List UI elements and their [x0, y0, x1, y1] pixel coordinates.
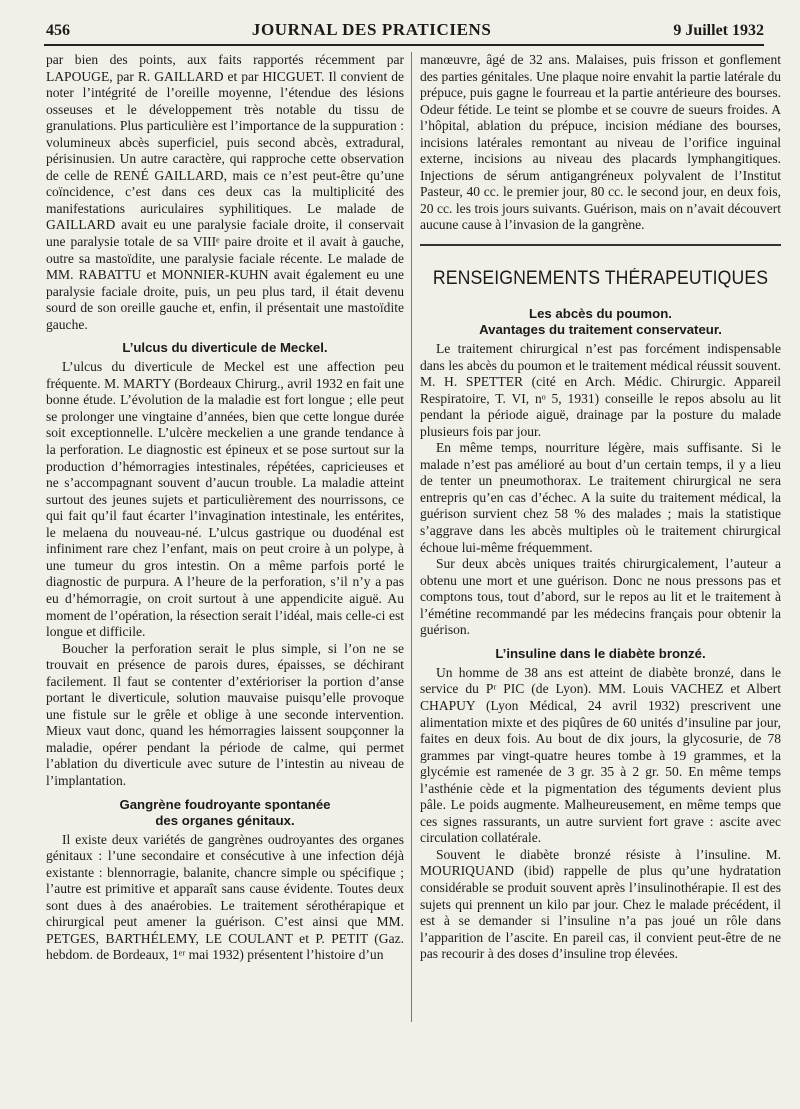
header-rule	[44, 44, 764, 46]
paragraph: L’ulcus du diverticule de Meckel est une affection peu fréquente. M. MARTY (Bordeaux Chirurg., avril 1932 en fait une bonne étude. L’évolution de la maladie est fort longue ; elle peut se prolonger une vingtaine d’années, bien que cette longue durée soit exceptionnelle. L’ulcère meckelien a une grande tendance à la perforation. Le diagnostic est épineux et se pose surtout sur la production d’hémorragies intestinales, répétées, capricieuses et ne s’accompagnant souvent d’aucun trouble. La maladie atteint surtout des jeunes sujets et particulièrement des nourrissons, ce qui fait qu’il faut écarter l’invagination intestinale, les entérites, le melaena du nouveau-né. L’ulcus gastrique ou duodénal est infiniment rare chez l’enfant, mais on peut croire à un polype, à une tumeur du gros intestin. On a même parfois porté le diagnostic de purpura. A l’heure de la perforation, s’il n’y a pas eu d’hémorragie, on croit surtout à une appendicite aiguë. Au moment de l’opération, la résection serait l’idéal, mais celle-ci est longue et difficile.	[46, 359, 404, 640]
paragraph: Le traitement chirurgical n’est pas forcément indispensable dans les abcès du poumon et le traitement médical réussit souvent. M. H. SPETTER (cité en Arch. Médic. Chirurgic. Appareil Respiratoire, T. VI, nᵒ 5, 1931) conseille le repos absolu au lit pendant la période aiguë, drainage par la posture du malade plusieurs fois par jour.	[420, 341, 781, 439]
paragraph: Il existe deux variétés de gangrènes oudroyantes des organes génitaux : l’une secondaire et consécutive à une infection déjà existante : blennorragie, balanite, chancre simple ou spécifique ; l’autre est primitive et apparaît sans cause évidente. Toutes deux sont dues à des anaérobies. Le traitement sérothérapique et chirurgical peut amener la guérison. C’est ainsi que MM. PETGES, BARTHÉLEMY, LE COULANT et P. PETIT (Gaz. hebdom. de Bordeaux, 1ᵉʳ mai 1932) présentent l’histoire d’un	[46, 831, 404, 963]
paragraph: Souvent le diabète bronzé résiste à l’insuline. M. MOURIQUAND (ibid) rappelle de plus qu’une hydratation considérable se produit souvent après l’insulinothérapie. Il est des sujets qui prennent un kilo par jour. Chez le malade précédent, il est à se demander si l’insuline n’a pas joué un rôle dans l’apparition de l’ascite. En pareil cas, il convient peut-être de ne pas recourir à des doses d’insuline trop élevées.	[420, 846, 781, 962]
paragraph: Un homme de 38 ans est atteint de diabète bronzé, dans le service du Pʳ PIC (de Lyon). MM. Louis VACHEZ et Albert CHAPUY (Lyon Médical, 24 avril 1932) prescrivent une alimentation mixte et des piqûres de 60 unités d’insuline par jour, faites en deux fois. Au bout de dix jours, la glycosurie, de 78 grammes par vingt-quatre heures tombe à 19 grammes, et la glycémie est ramenée de 3 gr. 35 à 2 gr. 50. En même temps l’asthénie cède et la pigmentation des téguments devient plus pâle. Le poids augmente. Malheureusement, en même temps que ces signes rassurants, un autre survient fort grave : ascite avec circulation collatérale.	[420, 664, 781, 846]
article-heading-abces: Les abcès du poumon. Avantages du traitement conservateur.	[479, 306, 722, 338]
paragraph: Boucher la perforation serait le plus simple, si l’on ne se trouvait en présence de parois dures, épaisses, se déchirant facilement. Il faut se contenter d’extérioriser la portion d’anse portant le diverticule, solution mauvaise puisqu’elle provoque une fistule sur le grêle et oblige à une seconde intervention. Mieux vaut donc, quand les hémorragies laissent soupçonner la maladie, opérer pendant la période de calme, qui permet l’ablation du diverticule avec suture de l’intestin au niveau de l’implantation.	[46, 640, 404, 788]
journal-title: JOURNAL DES PRATICIENS	[251, 20, 492, 39]
article-heading-insuline: L’insuline dans le diabète bronzé.	[495, 645, 706, 661]
page-number: 456	[46, 22, 70, 39]
section-rule	[420, 244, 781, 246]
issue-date: 9 Juillet 1932	[673, 22, 764, 39]
page-header	[46, 14, 764, 40]
paragraph: manœuvre, âgé de 32 ans. Malaises, puis frisson et gonflement des parties génitales. Une plaque noire envahit la partie latérale du prépuce, puis gagne le fourreau et la partie antérieure des bourses. Odeur fétide. Le teint se plombe et se couvre de sueurs froides. A l’hôpital, ablation du prépuce, incision médiane des bourses, incisions latérales remontant au niveau de l’orifice inguinal externe, incisions au niveau des placards lymphangitiques. Injections de sérum antigangréneux polyvalent de l’Institut Pasteur, 40 cc. le premier jour, 80 cc. le second jour, en deux fois, 20 cc. les trois jours suivants. Guérison, mais on n’avait découvert aucune cause à l’invasion de la gangrène.	[420, 52, 781, 233]
section-title: RENSEIGNEMENTS THÉRAPEUTIQUES	[432, 268, 769, 290]
column-divider	[411, 52, 412, 1022]
paragraph: par bien des points, aux faits rapportés récemment par LAPOUGE, par R. GAILLARD et par HICGUET. Il convient de noter l’intégrité de l’oreille moyenne, l’étendue des lésions osseuses et le développement très notable du tissu de granulations. Plus particulière est l’importance de la suppuration : volumineux abcès superficiel, puis second abcès, extradural, périsinusien. Un autre caractère, qui rapproche cette observation de celle de RENÉ GAILLARD, mais ce n’est peut-être qu’une coïncidence, c’est dans ces deux cas la multiplicité des manifestations auriculaires syphilitiques. Le malade de GAILLARD avait eu une paralysie faciale droite, il conservait une paralysie totale de sa VIIIᵉ paire droite et il avait à gauche, outre sa mastoïdite, une paralysie faciale récente. Le malade de MM. RABATTU et MONNIER-KUHN avait également eu une paralysie faciale droite, puis, un peu plus tard, il était devenu sourd de son oreille gauche et, enfin, il présentait une mastoïdite gauche.	[46, 52, 404, 332]
article-heading-meckel: L’ulcus du diverticule de Meckel.	[122, 340, 328, 356]
left-column	[46, 52, 404, 964]
article-heading-gangrene: Gangrène foudroyante spontanée des organes génitaux.	[119, 796, 331, 828]
paragraph: Sur deux abcès uniques traités chirurgicalement, l’auteur a obtenu une mort et une guérison. Donc ne nous pressons pas et comptons tous, tout d’abord, sur le repos au lit et le traitement à l’émétine recommandé par les médecins français pour obtenir la guérison.	[420, 556, 781, 638]
right-column	[420, 52, 781, 963]
paragraph: En même temps, nourriture légère, mais suffisante. Si le malade n’est pas amélioré au bout d’un certain temps, il y a lieu de tenter un pneumothorax. Le traitement chirurgical ne sera entrepris qu’en cas d’échec. A la suite du traitement médical, la guérison survient chez 58 % des malades ; mais la statistique s’aggrave dans les abcès multiples où le traitement chirurgical échoue lui-même fréquemment.	[420, 440, 781, 555]
